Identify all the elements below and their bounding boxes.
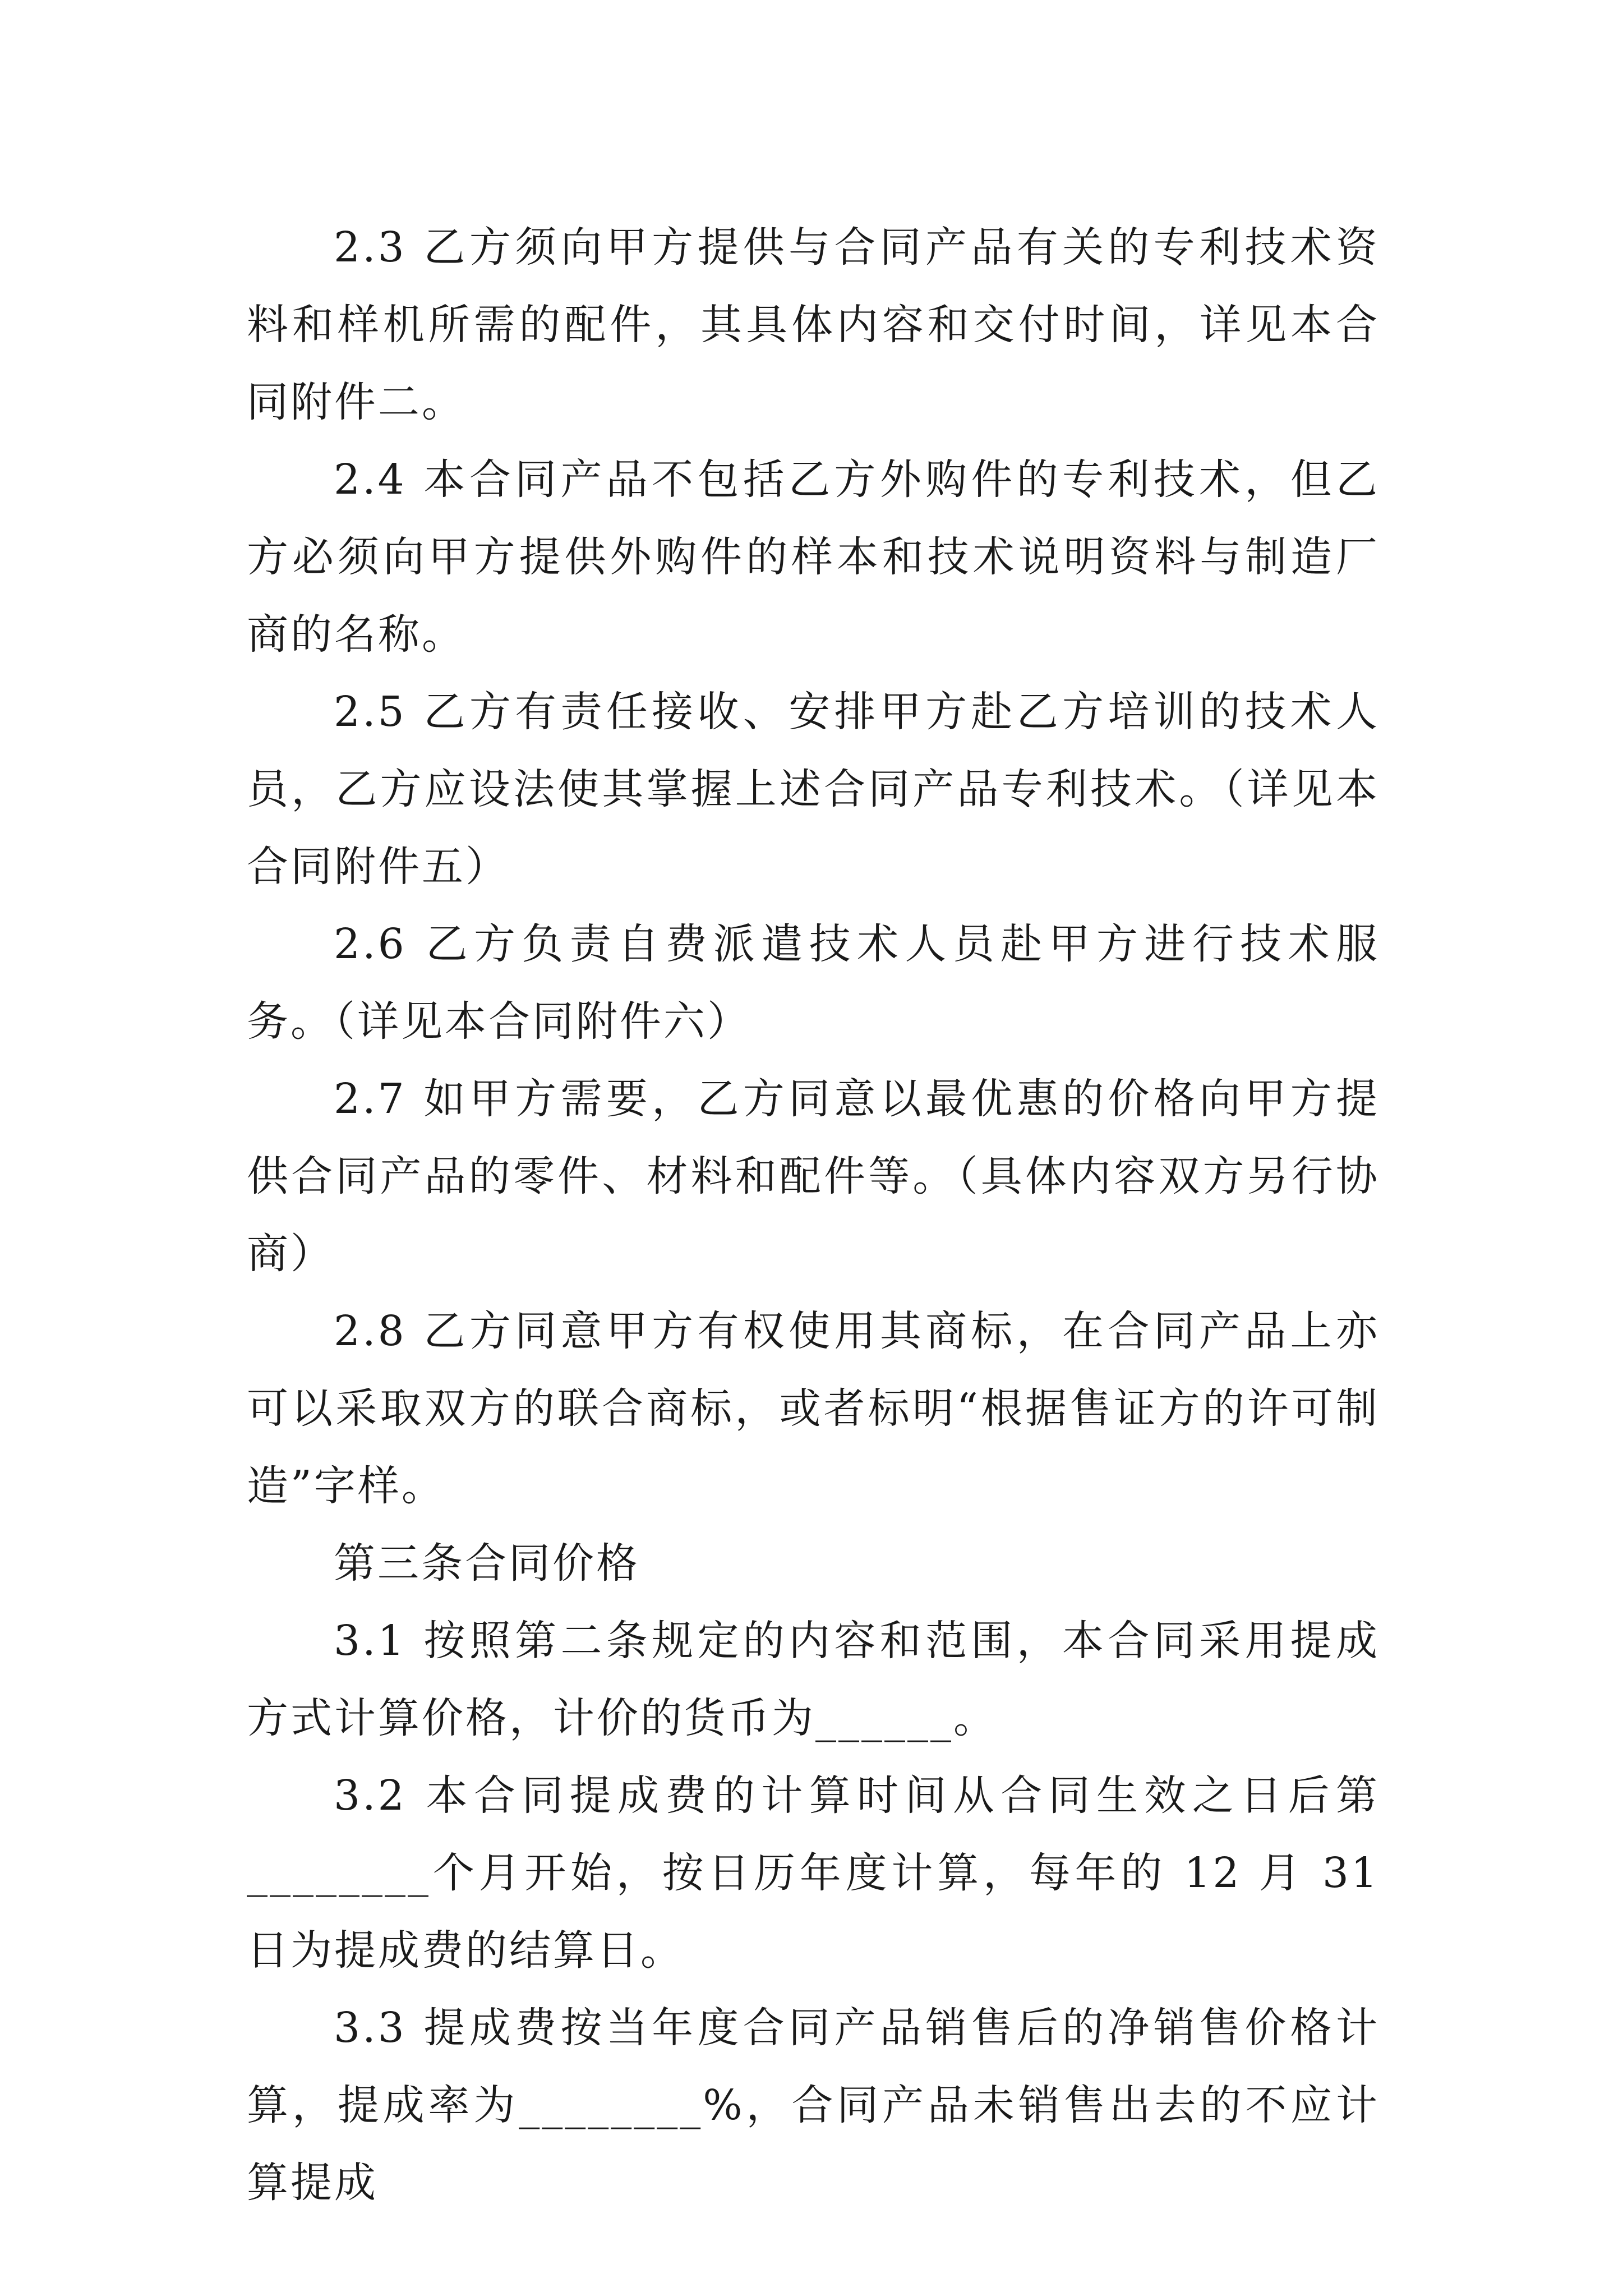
clause-3-3: 3.3 提成费按当年度合同产品销售后的净销售价格计算，提成率为________%，合同产品未销售出去的不应计算提成 — [247, 2004, 1380, 2207]
section-heading-article-3: 第三条合同价格 — [334, 1539, 640, 1588]
clause-2-5: 2.5 乙方有责任接收、安排甲方赴乙方培训的技术人员，乙方应设法使其掌握上述合同产品专利技术。（详见本合同附件五） — [247, 688, 1380, 891]
clause-2-4: 2.4 本合同产品不包括乙方外购件的专利技术，但乙方必须向甲方提供外购件的样本和技术说明资料与制造厂商的名称。 — [247, 455, 1380, 659]
clause-2-7: 2.7 如甲方需要，乙方同意以最优惠的价格向甲方提供合同产品的零件、材料和配件等。（具体内容双方另行协商） — [247, 1075, 1380, 1278]
clause-3-2: 3.2 本合同提成费的计算时间从合同生效之日后第________个月开始，按日历年度计算，每年的 12 月 31 日为提成费的结算日。 — [247, 1772, 1380, 1975]
document-body — [247, 209, 1380, 2221]
clause-3-1: 3.1 按照第二条规定的内容和范围，本合同采用提成方式计算价格，计价的货币为______。 — [247, 1617, 1380, 1742]
clause-2-6: 2.6 乙方负责自费派遣技术人员赴甲方进行技术服务。（详见本合同附件六） — [247, 920, 1380, 1046]
clause-2-8: 2.8 乙方同意甲方有权使用其商标，在合同产品上亦可以采取双方的联合商标，或者标明“根据售证方的许可制造”字样。 — [247, 1307, 1380, 1510]
clause-2-3: 2.3 乙方须向甲方提供与合同产品有关的专利技术资料和样机所需的配件，其具体内容和交付时间，详见本合同附件二。 — [247, 223, 1380, 426]
